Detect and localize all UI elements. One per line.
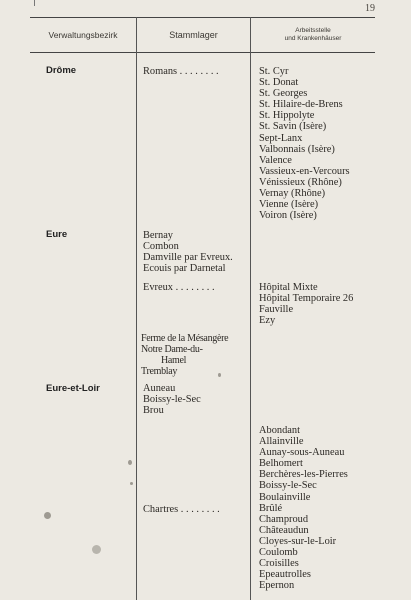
camp-list-eure-et-loir [143, 383, 201, 416]
list-item: Vernay (Rhône) [259, 188, 326, 200]
ink-spot [92, 545, 101, 554]
list-item: Auneau [143, 383, 176, 394]
camp-chartres: Chartres . . . . . . . . [143, 504, 220, 515]
list-item: Vénissieux (Rhône) [259, 176, 342, 188]
list-item: Damville par Evreux. [143, 252, 233, 264]
list-item: St. Donat [259, 77, 299, 89]
list-item: Boissy-le-Sec [259, 480, 317, 492]
list-item: Epernon [259, 580, 295, 592]
camp-list-eure-b [141, 333, 228, 377]
list-item: St. Cyr [259, 66, 289, 77]
camp-evreux: Evreux . . . . . . . . [143, 282, 215, 293]
list-item: St. Georges [259, 88, 308, 100]
list-item: Ferme de la Mésangère [141, 333, 229, 344]
ink-spot [128, 460, 132, 465]
list-item: Abondant [259, 425, 300, 436]
list-item: Boulainville [259, 491, 311, 503]
district-eure-et-loir: Eure-et-Loir [46, 383, 100, 394]
district-drome: Drôme [46, 65, 77, 76]
page-number: 19 [365, 3, 375, 14]
list-item: Aunay-sous-Auneau [259, 447, 345, 459]
camp-list-eure-a [143, 230, 233, 274]
list-item: Hamel [161, 355, 187, 367]
list-item: Fauville [259, 304, 294, 316]
camp-romans: Romans . . . . . . . . [143, 66, 219, 77]
list-item: St. Hippolyte [259, 110, 315, 122]
list-item: St. Hilaire-de-Brens [259, 99, 343, 111]
list-item: Hôpital Mixte [259, 282, 318, 293]
list-item: St. Savin (Isère) [259, 121, 327, 133]
list-item: Brou [143, 405, 164, 417]
column-divider-1 [136, 17, 137, 600]
ink-spot [130, 482, 133, 485]
list-item: Ezy [259, 315, 276, 327]
header-camp: Stammlager [169, 30, 218, 40]
header-work-line-1: Arbeitsstelle [295, 27, 331, 34]
list-item: Croisilles [259, 558, 299, 570]
list-item: Coulomb [259, 547, 298, 559]
list-item: Valbonnais (Isère) [259, 143, 335, 155]
district-eure: Eure [46, 229, 68, 240]
list-item: Berchères-les-Pierres [259, 469, 348, 481]
list-item: Châteaudun [259, 524, 309, 536]
work-list-drome [259, 66, 350, 221]
header-work-line-2: und Krankenhäuser [284, 35, 342, 42]
list-item: Sept-Lanx [259, 132, 303, 144]
ink-spot [218, 373, 221, 377]
list-item: Bernay [143, 230, 174, 241]
list-item: Ecouis par Darnetal [143, 263, 226, 275]
list-item: Notre Dame-du- [141, 344, 203, 356]
work-list-chartres [259, 425, 348, 591]
list-item: Hôpital Temporaire 26 [259, 293, 354, 305]
list-item: Belhomert [259, 458, 303, 470]
header-district: Verwaltungsbezirk [48, 30, 118, 40]
margin-tick [34, 0, 35, 6]
list-item: Vienne (Isère) [259, 199, 319, 211]
ink-spot [44, 512, 51, 519]
list-item: Champroud [259, 513, 309, 525]
list-item: Cloyes-sur-le-Loir [259, 535, 337, 547]
list-item: Brûlé [259, 502, 283, 514]
work-list-evreux [259, 282, 353, 326]
list-item: Vassieux-en-Vercours [259, 165, 350, 177]
list-item: Epeautrolles [259, 569, 311, 581]
list-item: Boissy-le-Sec [143, 394, 201, 406]
list-item: Voiron (Isère) [259, 210, 317, 222]
column-divider-2 [250, 17, 251, 600]
list-item: Allainville [259, 436, 304, 448]
list-item: Valence [259, 154, 292, 166]
header-work [251, 17, 375, 53]
list-item: Combon [143, 241, 179, 253]
list-item: Tremblay [141, 366, 178, 378]
